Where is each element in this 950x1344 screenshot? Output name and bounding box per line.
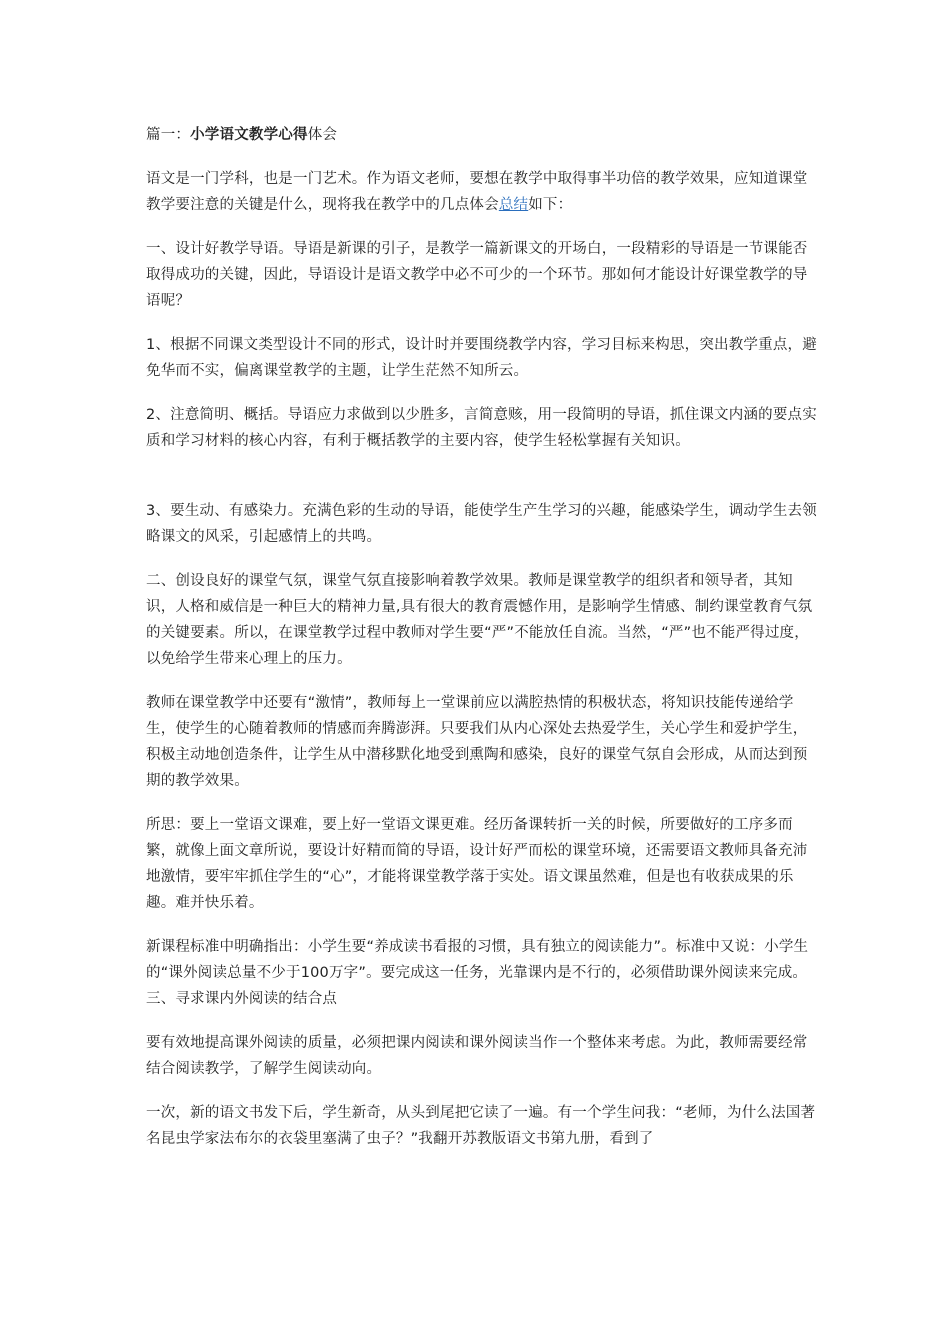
anecdote-paragraph: 一次，新的语文书发下后，学生新奇，从头到尾把它读了一遍。有一个学生问我：“老师，为什么法国著名昆虫学家法布尔的衣袋里塞满了虫子？”我翻开苏教版语文书第九册，看到了 <box>146 1105 816 1147</box>
intro-text-end: 如下： <box>528 197 573 213</box>
passion-paragraph: 教师在课堂教学中还要有“激情”，教师每上一堂课前应以满腔热情的积极状态，将知识技能传递给学生，使学生的心随着教师的情感而奔腾澎湃。只要我们从内心深处去热爱学生，关心学生和爱护学生，积极主动地创造条件，让学生从中潜移默化地受到熏陶和感染，良好的课堂气氛自会形成，从而达到预期的教学效果。 <box>146 695 808 789</box>
curriculum-paragraph: 新课程标准中明确指出：小学生要“养成读书看报的习惯，具有独立的阅读能力”。标准中又说：小学生的“课外阅读总量不少于100万字”。要完成这一任务，光靠课内是不行的，必须借助课外阅读来完成。 <box>146 939 809 981</box>
reflection-paragraph: 所思：要上一堂语文课难，要上好一堂语文课更难。经历备课转折一关的时候，所要做好的工序多而繁，就像上面文章所说，要设计好精而简的导语，设计好严而松的课堂环境，还需要语文教师具备充沛地激情，要牢牢抓住学生的“心”，才能将课堂教学落于实处。语文课虽然难，但是也有收获成果的乐趣。难并快乐着。 <box>146 817 808 911</box>
title-prefix: 篇一： <box>146 127 191 143</box>
title-suffix: 体会 <box>307 127 338 143</box>
intro-text: 语文是一门学科，也是一门艺术。作为语文老师，要想在教学中取得事半功倍的教学效果，应知道课堂教学要注意的关键是什么，现将我在教学中的几点体会 <box>146 171 808 213</box>
document-body <box>146 122 818 1170</box>
point-2: 2、注意简明、概括。导语应力求做到以少胜多，言简意赅，用一段简明的导语，抓住课文内涵的要点实质和学习材料的核心内容，有利于概括教学的主要内容，使学生轻松掌握有关知识。 <box>146 407 817 449</box>
section-2-paragraph: 二、创设良好的课堂气氛，课堂气氛直接影响着教学效果。教师是课堂教学的组织者和领导者，其知识，人格和威信是一种巨大的精神力量,具有很大的教育震憾作用，是影响学生情感、制约课堂教育气氛的关键要素。所以，在课堂教学过程中教师对学生要“严”不能放任自流。当然，“严”也不能严得过度，以免给学生带来心理上的压力。 <box>146 573 813 667</box>
title-bold: 小学语文教学心得 <box>190 127 308 143</box>
section-1-heading: 一、设计好教学导语。导语是新课的引子，是教学一篇新课文的开场白，一段精彩的导语是一节课能否取得成功的关键，因此，导语设计是语文教学中必不可少的一个环节。那如何才能设计好课堂教学的导语呢？ <box>146 241 808 309</box>
intro-paragraph <box>146 166 818 218</box>
point-3: 3、要生动、有感染力。充满色彩的生动的导语，能使学生产生学习的兴趣，能感染学生，调动学生去领略课文的风采，引起感情上的共鸣。 <box>146 503 817 545</box>
point-1: 1、根据不同课文类型设计不同的形式，设计时并要围绕教学内容，学习目标来构思，突出教学重点，避免华而不实，偏离课堂教学的主题，让学生茫然不知所云。 <box>146 337 817 379</box>
reading-quality-paragraph: 要有效地提高课外阅读的质量，必须把课内阅读和课外阅读当作一个整体来考虑。为此，教师需要经常结合阅读教学，了解学生阅读动向。 <box>146 1035 808 1077</box>
section-3-heading: 三、寻求课内外阅读的结合点 <box>146 991 338 1007</box>
summary-link[interactable]: 总结 <box>498 197 529 213</box>
document-title <box>146 122 818 148</box>
